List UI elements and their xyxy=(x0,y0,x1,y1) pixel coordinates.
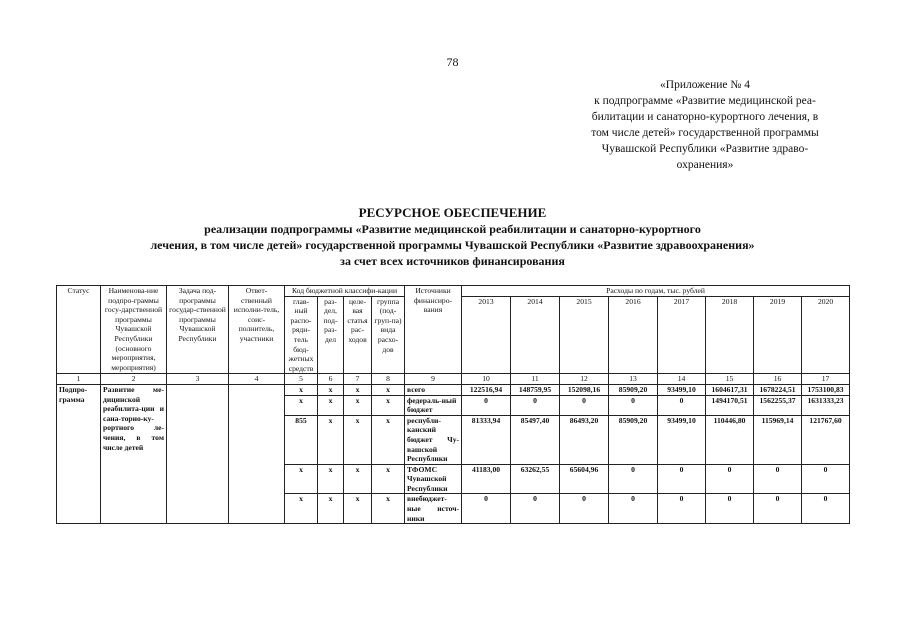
appendix-line: Чувашской Республики «Развитие здраво- xyxy=(601,143,809,155)
header-status: Статус xyxy=(57,286,101,374)
header-code-group: группа (под-груп-па) вида расхо-дов xyxy=(372,296,405,374)
column-number: 8 xyxy=(372,374,405,385)
value-cell: 86493,20 xyxy=(560,415,609,464)
resource-table xyxy=(56,285,850,524)
code-cell: x xyxy=(318,395,344,415)
code-cell: x xyxy=(344,395,372,415)
title-line: за счет всех источников финансирования xyxy=(340,254,565,268)
value-cell: 93499,10 xyxy=(658,384,706,395)
value-cell: 0 xyxy=(609,494,658,524)
appendix-line: к подпрограмме «Развитие медицинской реа- xyxy=(594,95,816,107)
header-year: 2019 xyxy=(754,296,802,374)
column-number: 5 xyxy=(285,374,318,385)
column-number: 16 xyxy=(754,374,802,385)
code-cell: x xyxy=(372,464,405,494)
value-cell: 122516,94 xyxy=(462,384,511,395)
code-cell: x xyxy=(285,494,318,524)
value-cell: 110446,80 xyxy=(706,415,754,464)
value-cell: 0 xyxy=(658,494,706,524)
header-year: 2016 xyxy=(609,296,658,374)
column-number: 13 xyxy=(609,374,658,385)
appendix-line: охранения» xyxy=(676,159,734,171)
code-cell: x xyxy=(344,384,372,395)
appendix-line: том числе детей» государственной программы xyxy=(591,127,819,139)
code-cell: x xyxy=(344,464,372,494)
responsible-cell xyxy=(229,384,285,523)
column-number: 1 xyxy=(57,374,101,385)
value-cell: 0 xyxy=(462,395,511,415)
column-number: 9 xyxy=(405,374,462,385)
column-number: 2 xyxy=(101,374,167,385)
code-cell: x xyxy=(372,395,405,415)
column-number: 12 xyxy=(560,374,609,385)
code-cell: x xyxy=(318,415,344,464)
code-cell: x xyxy=(372,415,405,464)
task-cell xyxy=(167,384,229,523)
column-number: 6 xyxy=(318,374,344,385)
value-cell: 1562255,37 xyxy=(754,395,802,415)
value-cell: 1604617,31 xyxy=(706,384,754,395)
value-cell: 0 xyxy=(706,464,754,494)
header-year: 2015 xyxy=(560,296,609,374)
value-cell: 0 xyxy=(462,494,511,524)
column-number: 7 xyxy=(344,374,372,385)
value-cell: 81333,94 xyxy=(462,415,511,464)
value-cell: 1753100,83 xyxy=(802,384,850,395)
header-sources: Источники финансиро-вания xyxy=(405,286,462,374)
value-cell: 152098,16 xyxy=(560,384,609,395)
header-name: Наименова-ние подпро-граммы госу-дарственной программы Чувашской Республики (основного мероприятия, мероприятия) xyxy=(101,286,167,374)
column-number: 15 xyxy=(706,374,754,385)
header-year: 2014 xyxy=(511,296,560,374)
code-cell: x xyxy=(285,395,318,415)
page-number: 78 xyxy=(446,55,459,69)
code-cell: x xyxy=(372,494,405,524)
source-cell: федераль-ный бюджет xyxy=(405,395,462,415)
value-cell: 1631333,23 xyxy=(802,395,850,415)
code-cell: x xyxy=(318,494,344,524)
value-cell: 0 xyxy=(706,494,754,524)
value-cell: 41183,00 xyxy=(462,464,511,494)
source-cell: внебюджет-ные источ-ники xyxy=(405,494,462,524)
value-cell: 1494170,51 xyxy=(706,395,754,415)
value-cell: 85909,20 xyxy=(609,415,658,464)
source-cell: республи-канский бюджет Чу-вашской Республики xyxy=(405,415,462,464)
value-cell: 85497,40 xyxy=(511,415,560,464)
program-name-cell: Развитие ме-дицинской реабилита-ции и сана-торно-ку-рортного ле-чения, в том числе детей xyxy=(101,384,167,523)
value-cell: 63262,55 xyxy=(511,464,560,494)
column-number: 11 xyxy=(511,374,560,385)
header-code-section: раз-дел, под-раз-дел xyxy=(318,296,344,374)
column-number: 3 xyxy=(167,374,229,385)
header-code-target: целе-вая статья рас-ходов xyxy=(344,296,372,374)
header-row xyxy=(57,286,850,297)
header-year: 2018 xyxy=(706,296,754,374)
title-line: реализации подпрограммы «Развитие медицинской реабилитации и санаторно-курортного xyxy=(204,222,701,236)
status-cell: Подпро-грамма xyxy=(57,384,101,523)
value-cell: 0 xyxy=(511,494,560,524)
column-number: 14 xyxy=(658,374,706,385)
title-line: лечения, в том числе детей» государственной программы Чувашской Республики «Развитие здравоохранения» xyxy=(150,238,755,252)
value-cell: 0 xyxy=(560,395,609,415)
table-row xyxy=(57,384,850,395)
value-cell: 0 xyxy=(802,494,850,524)
column-number: 4 xyxy=(229,374,285,385)
code-cell: x xyxy=(318,464,344,494)
header-year: 2013 xyxy=(462,296,511,374)
code-cell: 855 xyxy=(285,415,318,464)
header-budget-code: Код бюджетной классифи-кации xyxy=(285,286,405,297)
value-cell: 65604,96 xyxy=(560,464,609,494)
header-year: 2020 xyxy=(802,296,850,374)
value-cell: 85909,20 xyxy=(609,384,658,395)
document-title xyxy=(0,205,905,269)
code-cell: x xyxy=(372,384,405,395)
column-number-row xyxy=(57,374,850,385)
value-cell: 0 xyxy=(802,464,850,494)
column-number: 17 xyxy=(802,374,850,385)
code-cell: x xyxy=(318,384,344,395)
value-cell: 0 xyxy=(609,464,658,494)
value-cell: 0 xyxy=(609,395,658,415)
column-number: 10 xyxy=(462,374,511,385)
header-responsible: Ответ-ственный исполни-тель, соис-полнитель, участники xyxy=(229,286,285,374)
source-cell: ТФОМС Чувашской Республики xyxy=(405,464,462,494)
value-cell: 1678224,51 xyxy=(754,384,802,395)
header-code-main-manager: глав-ный распо-ряди-тель бюд-жетных средств xyxy=(285,296,318,374)
value-cell: 0 xyxy=(658,395,706,415)
value-cell: 0 xyxy=(658,464,706,494)
appendix-note xyxy=(560,77,850,173)
value-cell: 0 xyxy=(560,494,609,524)
code-cell: x xyxy=(344,494,372,524)
value-cell: 93499,10 xyxy=(658,415,706,464)
appendix-line: билитации и санаторно-курортного лечения, в xyxy=(591,111,819,123)
appendix-line: «Приложение № 4 xyxy=(660,79,750,91)
value-cell: 0 xyxy=(754,464,802,494)
value-cell: 0 xyxy=(754,494,802,524)
source-cell: всего xyxy=(405,384,462,395)
title-line: РЕСУРСНОЕ ОБЕСПЕЧЕНИЕ xyxy=(358,205,547,220)
code-cell: x xyxy=(344,415,372,464)
code-cell: x xyxy=(285,464,318,494)
value-cell: 115969,14 xyxy=(754,415,802,464)
value-cell: 148759,95 xyxy=(511,384,560,395)
header-year: 2017 xyxy=(658,296,706,374)
code-cell: x xyxy=(285,384,318,395)
header-task: Задача под-программы государ-ственной программы Чувашской Республики xyxy=(167,286,229,374)
value-cell: 0 xyxy=(511,395,560,415)
header-expenses: Расходы по годам, тыс. рублей xyxy=(462,286,850,297)
value-cell: 121767,60 xyxy=(802,415,850,464)
